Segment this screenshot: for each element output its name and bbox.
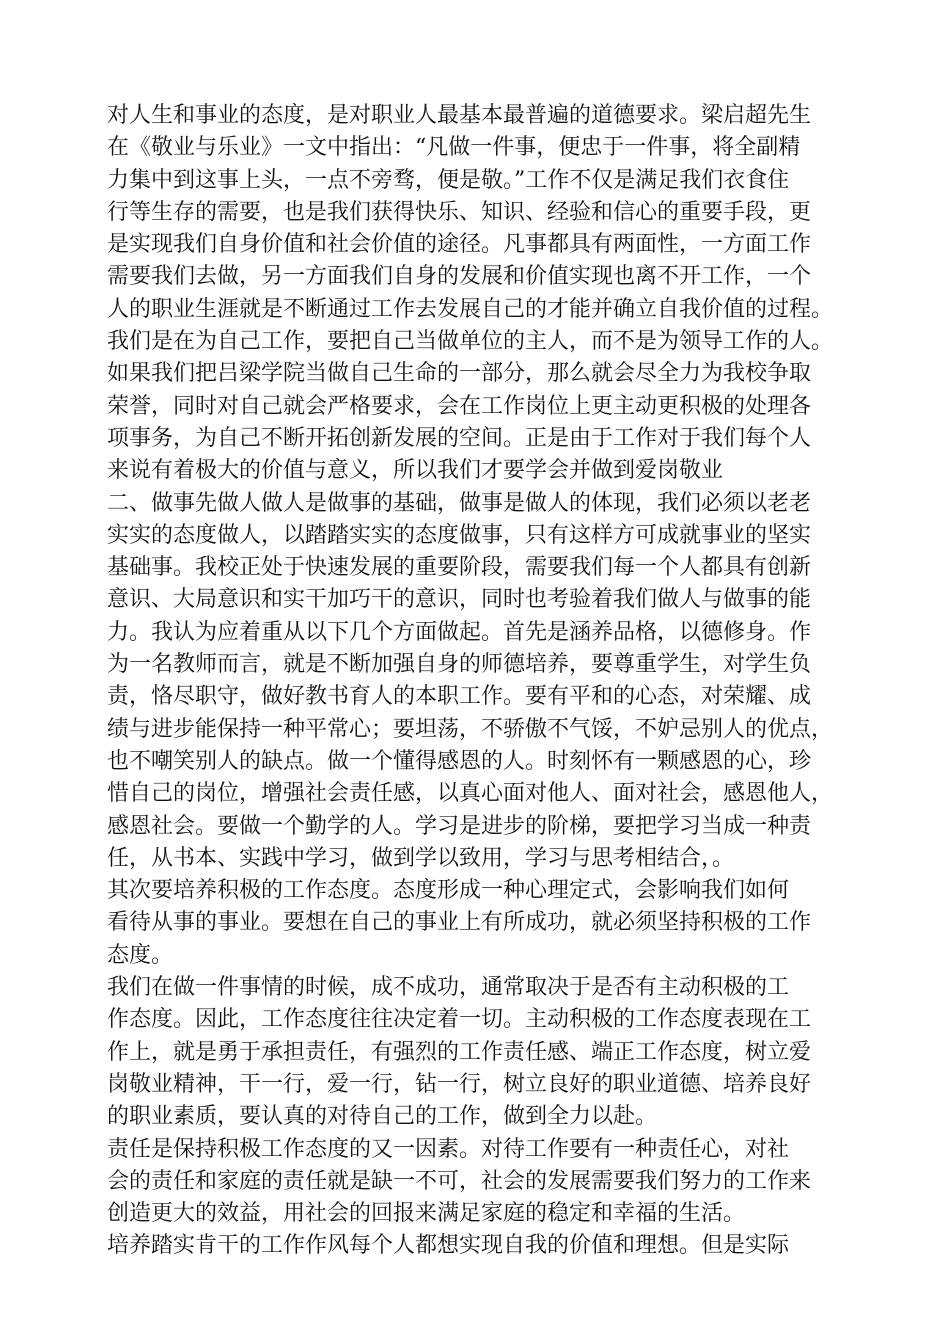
text-line: 对人生和事业的态度，是对职业人最基本最普遍的道德要求。梁启超先生 bbox=[107, 103, 812, 128]
text-line: 任，从书本、实践中学习，做到学以致用，学习与思考相结合，。 bbox=[107, 845, 735, 871]
text-line: 为一名教师而言，就是不断加强自身的师德培养，要尊重学生，对学生负 bbox=[107, 652, 812, 678]
text-line: 责任是保持积极工作态度的又一因素。对待工作要有一种责任心，对社 bbox=[107, 1136, 790, 1162]
text-line: 荣誉，同时对自己就会严格要求，会在工作岗位上更主动更积极的处理各 bbox=[107, 393, 812, 419]
text-line: 惜自己的岗位，增强社会责任感，以真心面对他人、面对社会，感恩他人， bbox=[107, 781, 834, 807]
text-line: 意识、大局意识和实干加巧干的意识，同时也考验着我们做人与做事的能 bbox=[107, 587, 812, 613]
text-line: 绩与进步能保持一种平常心；要坦荡，不骄傲不气馁，不妒忌别人的优点， bbox=[107, 716, 834, 742]
text-line: 会的责任和家庭的责任就是缺一不可，社会的发展需要我们努力的工作来 bbox=[107, 1168, 812, 1194]
text-line: 人的职业生涯就是不断通过工作去发展自己的才能并确立自我价值的过程。 bbox=[107, 296, 834, 322]
text-line: 在《敬业与乐业》一文中指出：“凡做一件事，便忠于一件事，将全副精 bbox=[107, 135, 801, 161]
text-line: 是实现我们自身价值和社会价值的途径。凡事都具有两面性，一方面工作 bbox=[107, 232, 812, 258]
text-line: 需要我们去做，另一方面我们自身的发展和价值实现也离不开工作，一个 bbox=[107, 264, 812, 290]
text-line: 岗敬业精神，干一行，爱一行，钻一行，树立良好的职业道德、培养良好 bbox=[107, 1071, 812, 1097]
text-line: 我们在做一件事情的时候，成不成功，通常取决于是否有主动积极的工 bbox=[107, 975, 790, 1001]
text-line: 项事务，为自己不断开拓创新发展的空间。正是由于工作对于我们每个人 bbox=[107, 425, 812, 451]
text-line: 感恩社会。要做一个勤学的人。学习是进步的阶梯，要把学习当成一种责 bbox=[107, 813, 812, 839]
text-line: 态度。 bbox=[107, 942, 174, 968]
text-line: 也不嘲笑别人的缺点。做一个懂得感恩的人。时刻怀有一颗感恩的心，珍 bbox=[107, 748, 812, 774]
text-line: 看待从事的事业。要想在自己的事业上有所成功，就必须坚持积极的工作 bbox=[107, 910, 812, 936]
text-line: 的职业素质，要认真的对待自己的工作，做到全力以赴。 bbox=[107, 1104, 658, 1130]
text-line: 责，恪尽职守，做好教书育人的本职工作。要有平和的心态，对荣耀、成 bbox=[107, 684, 812, 710]
text-line: 我们是在为自己工作，要把自己当做单位的主人，而不是为领导工作的人。 bbox=[107, 329, 834, 355]
text-line: 作上，就是勇于承担责任，有强烈的工作责任感、端正工作态度，树立爱 bbox=[107, 1039, 812, 1065]
text-line: 创造更大的效益，用社会的回报来满足家庭的稳定和幸福的生活。 bbox=[107, 1201, 746, 1227]
text-line: 力集中到这事上头，一点不旁骛，便是敬。”工作不仅是满足我们衣食住 bbox=[107, 167, 790, 193]
text-line: 其次要培养积极的工作态度。态度形成一种心理定式，会影响我们如何 bbox=[107, 878, 790, 904]
text-line: 培养踏实肯干的工作作风每个人都想实现自我的价值和理想。但是实际 bbox=[107, 1233, 790, 1259]
text-line: 二、做事先做人做人是做事的基础，做事是做人的体现，我们必须以老老 bbox=[107, 490, 812, 516]
text-line: 行等生存的需要，也是我们获得快乐、知识、经验和信心的重要手段，更 bbox=[107, 199, 812, 225]
text-line: 基础事。我校正处于快速发展的重要阶段，需要我们每一个人都具有创新 bbox=[107, 555, 812, 581]
body-text bbox=[107, 100, 877, 1263]
text-line: 作态度。因此，工作态度往往决定着一切。主动积极的工作态度表现在工 bbox=[107, 1007, 812, 1033]
text-line: 如果我们把吕梁学院当做自己生命的一部分，那么就会尽全力为我校争取 bbox=[107, 361, 812, 387]
text-line: 力。我认为应着重从以下几个方面做起。首先是涵养品格，以德修身。作 bbox=[107, 619, 812, 645]
text-line: 实实的态度做人，以踏踏实实的态度做事，只有这样方可成就事业的坚实 bbox=[107, 522, 812, 548]
text-line: 来说有着极大的价值与意义，所以我们才要学会并做到爱岗敬业 bbox=[107, 458, 724, 484]
